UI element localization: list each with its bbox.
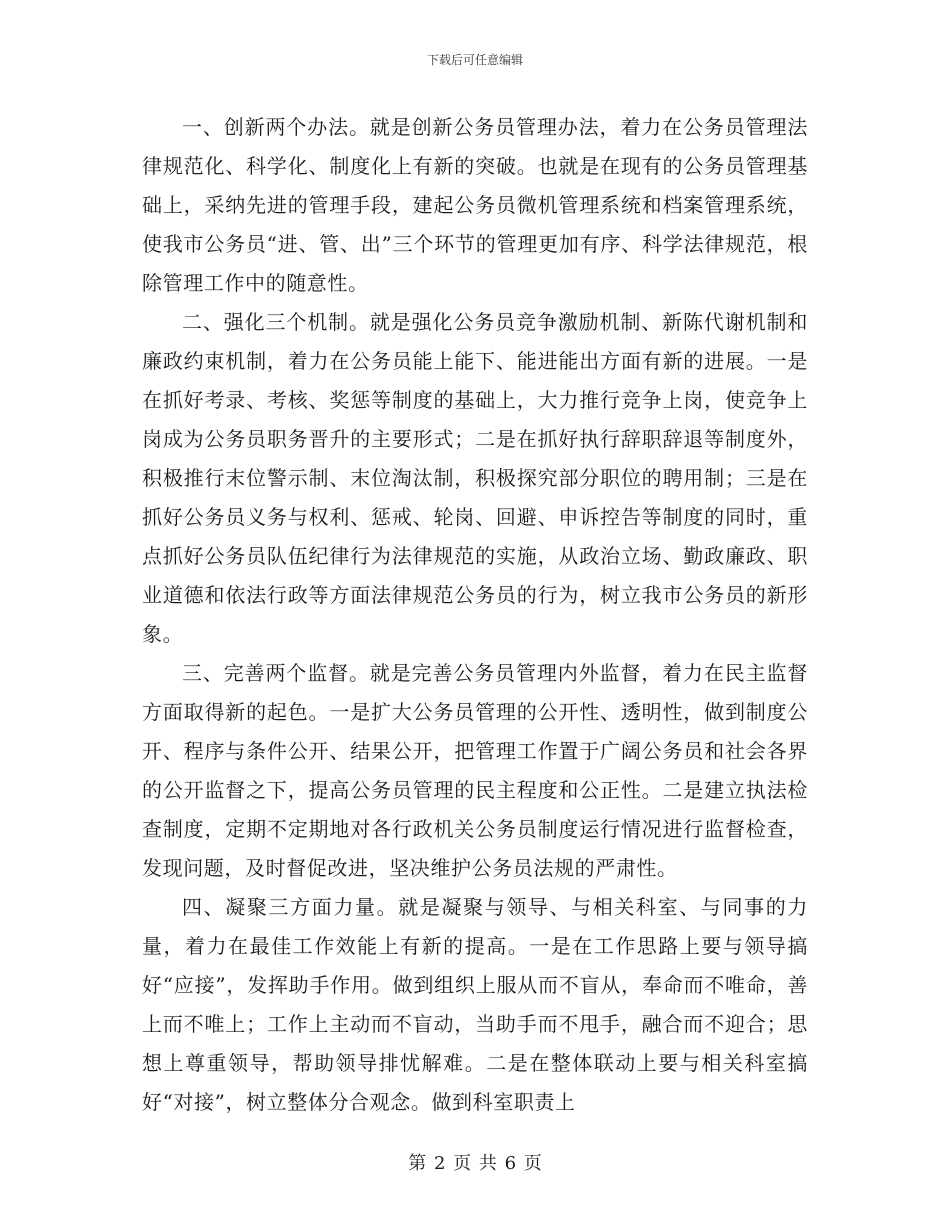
document-body: [142, 108, 808, 1122]
paragraph-3: 三、完善两个监督。就是完善公务员管理内外监督，着力在民主监督方面取得新的起色。一是扩大公务员管理的公开性、透明性，做到制度公开、程序与条件公开、结果公开，把管理工作置于广阔公务员和社会各界的公开监督之下，提高公务员管理的民主程度和公正性。二是建立执法检查制度，定期不定期地对各行政机关公务员制度运行情况进行监督检查，发现问题，及时督促改进，坚决维护公务员法规的严肃性。: [142, 661, 808, 880]
paragraph-2: 二、强化三个机制。就是强化公务员竞争激励机制、新陈代谢机制和廉政约束机制，着力在公务员能上能下、能进能出方面有新的进展。一是在抓好考录、考核、奖惩等制度的基础上，大力推行竞争上岗，使竞争上岗成为公务员职务晋升的主要形式；二是在抓好执行辞职辞退等制度外，积极推行末位警示制、末位淘汰制，积极探究部分职位的聘用制；三是在抓好公务员义务与权利、惩戒、轮岗、回避、申诉控告等制度的同时，重点抓好公务员队伍纪律行为法律规范的实施，从政治立场、勤政廉政、职业道德和依法行政等方面法律规范公务员的行为，树立我市公务员的新形象。: [142, 310, 808, 646]
paragraph-4: 四、凝聚三方面力量。就是凝聚与领导、与相关科室、与同事的力量，着力在最佳工作效能上有新的提高。一是在工作思路上要与领导搞好“应接”，发挥助手作用。做到组织上服从而不盲从，奉命而不唯命，善上而不唯上；工作上主动而不盲动，当助手而不甩手，融合而不迎合；思想上尊重领导，帮助领导排忧解难。二是在整体联动上要与相关科室搞好“对接”，树立整体分合观念。做到科室职责上: [142, 895, 808, 1114]
page-header: 下载后可任意编辑: [426, 53, 523, 67]
page-number-footer: 第 2 页 共 6 页: [408, 1153, 542, 1174]
paragraph-1: 一、创新两个办法。就是创新公务员管理办法，着力在公务员管理法律规范化、科学化、制度化上有新的突破。也就是在现有的公务员管理基础上，采纳先进的管理手段，建起公务员微机管理系统和档案管理系统，使我市公务员“进、管、出”三个环节的管理更加有序、科学法律规范，根除管理工作中的随意性。: [142, 115, 808, 295]
